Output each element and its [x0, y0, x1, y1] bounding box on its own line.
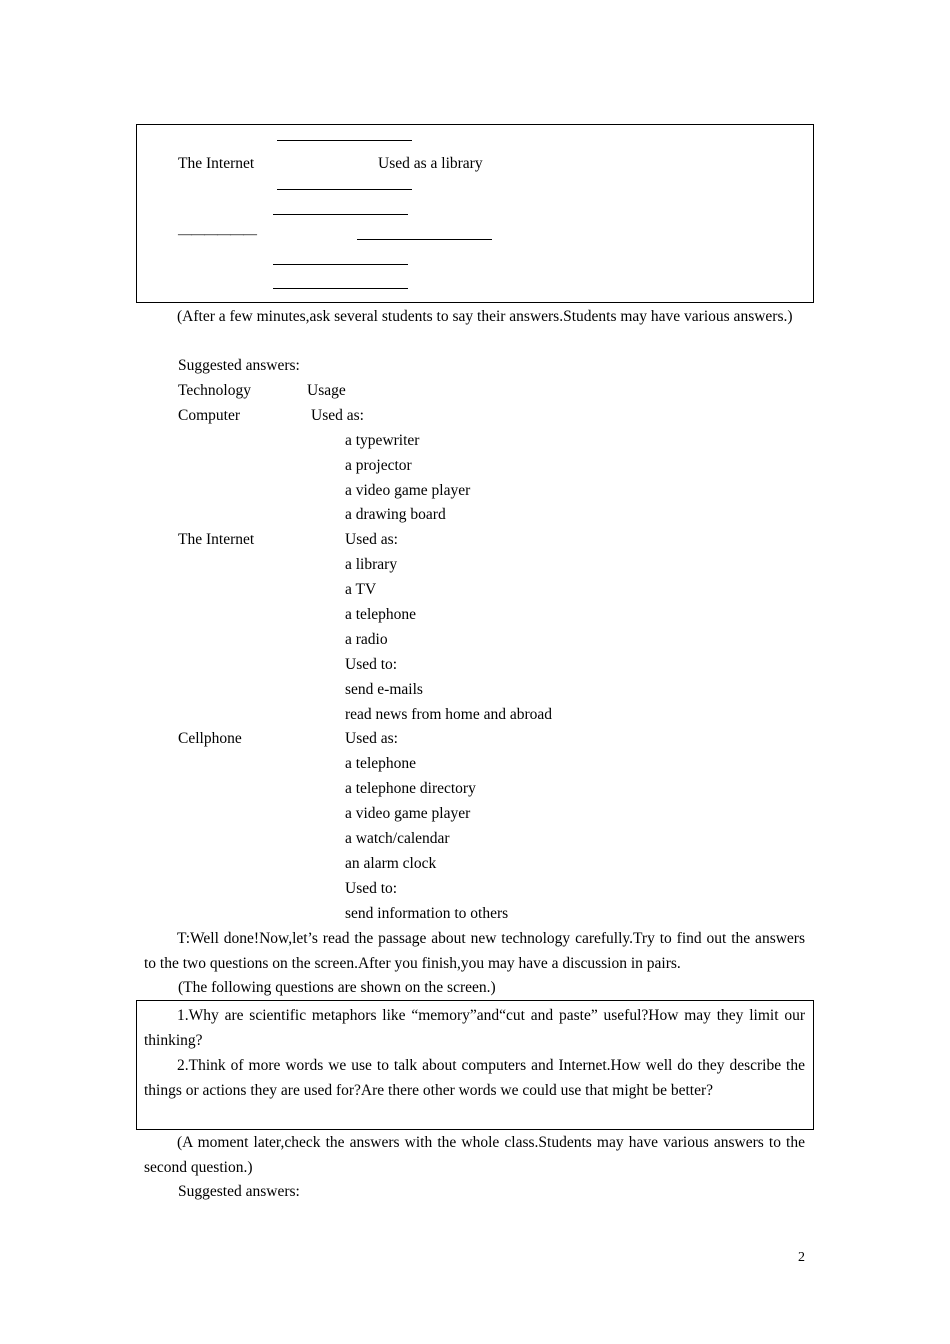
head-technology: Technology: [178, 382, 251, 399]
computer-item: a typewriter: [345, 432, 420, 449]
question-2: [144, 1053, 805, 1103]
library-usage: Used as a library: [378, 155, 483, 172]
intro-paragraph: [144, 304, 805, 329]
internet-label-answer: The Internet: [178, 531, 255, 548]
cellphone-item: a telephone directory: [345, 780, 476, 797]
blank-line: [277, 140, 412, 141]
head-usage: Usage: [307, 382, 346, 399]
internet-item: a TV: [345, 581, 377, 598]
computer-item: a projector: [345, 457, 412, 474]
cellphone-item: a watch/calendar: [345, 830, 450, 847]
blank-table-box: [136, 124, 814, 303]
computer-item: a video game player: [345, 482, 471, 499]
intro-text: (After a few minutes,ask several students to say their answers.Students may have various answers.): [177, 308, 793, 325]
internet-used-as: Used as:: [345, 531, 398, 548]
internet-to-item: send e-mails: [345, 681, 423, 698]
computer-used-as: Used as:: [311, 407, 364, 424]
blank-line: [273, 264, 408, 265]
question-2-text: 2.Think of more words we use to talk about computers and Internet.How well do they describe the things or actions they are used for?Are there other words we could use that might be better?: [144, 1057, 805, 1099]
suggested-answers-label: Suggested answers:: [178, 357, 300, 374]
internet-used-to: Used to:: [345, 656, 398, 673]
cellphone-item: an alarm clock: [345, 855, 437, 872]
later-paragraph: [144, 1130, 805, 1180]
cellphone-label: Cellphone: [178, 730, 242, 747]
dash-blank: ——————: [178, 227, 256, 242]
internet-to-item: read news from home and abroad: [345, 706, 553, 723]
blank-line: [273, 288, 408, 289]
computer-label: Computer: [178, 407, 240, 424]
cellphone-item: a video game player: [345, 805, 471, 822]
cellphone-to-item: send information to others: [345, 905, 509, 922]
page-number: 2: [798, 1250, 805, 1265]
teacher-paragraph: [144, 926, 805, 976]
teacher-text: T:Well done!Now,let’s read the passage about new technology carefully.Try to find out the answers to the two questions on the screen.After you finish,you may have a discussion in pairs.: [144, 930, 805, 972]
computer-item: a drawing board: [345, 506, 446, 523]
suggested-answers-label-2: Suggested answers:: [178, 1183, 300, 1200]
internet-item: a library: [345, 556, 398, 573]
blank-line: [273, 214, 408, 215]
screen-note: (The following questions are shown on the screen.): [178, 979, 496, 996]
cellphone-used-as: Used as:: [345, 730, 398, 747]
later-text: (A moment later,check the answers with the whole class.Students may have various answers to the second question.): [144, 1134, 805, 1176]
internet-item: a radio: [345, 631, 388, 648]
question-1: [144, 1003, 805, 1053]
blank-line: [357, 239, 492, 240]
internet-item: a telephone: [345, 606, 417, 623]
cellphone-item: a telephone: [345, 755, 417, 772]
blank-line: [277, 189, 412, 190]
internet-label: The Internet: [178, 155, 255, 172]
cellphone-used-to: Used to:: [345, 880, 398, 897]
question-1-text: 1.Why are scientific metaphors like “memory”and“cut and paste” useful?How may they limit our thinking?: [144, 1007, 805, 1049]
